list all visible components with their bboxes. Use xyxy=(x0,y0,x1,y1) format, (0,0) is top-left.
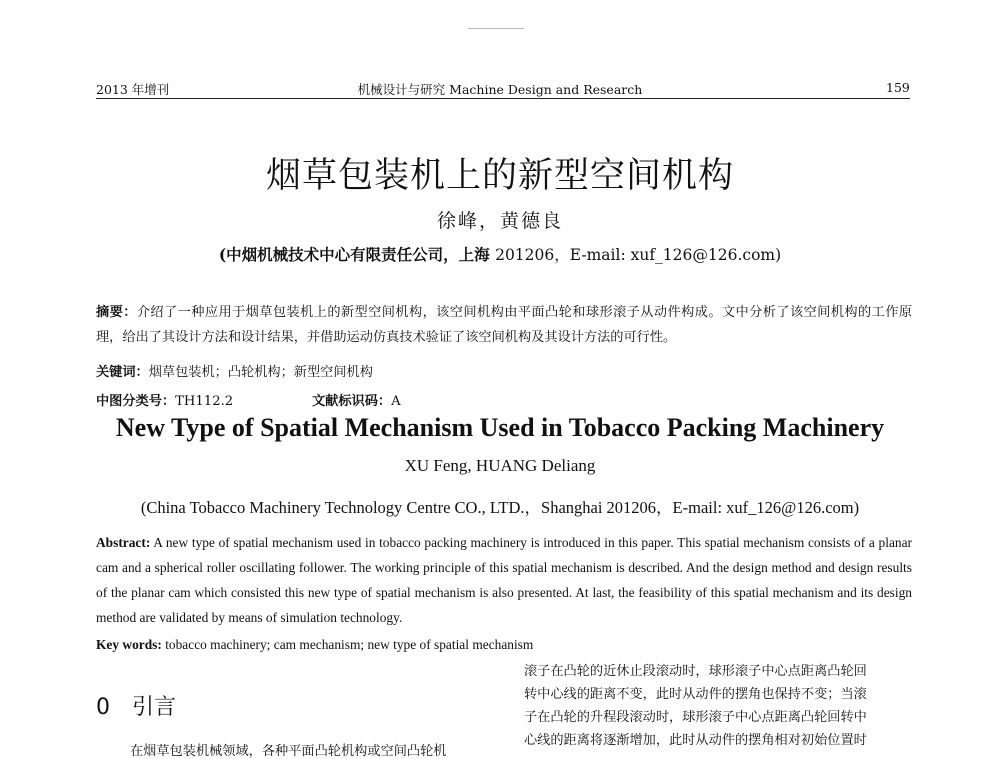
section-title: 引言 xyxy=(132,695,177,720)
cn-authors: 徐峰，黄德良 xyxy=(436,210,563,232)
page-number: 159 xyxy=(886,80,910,95)
section-number: 0 xyxy=(96,695,110,720)
body-left-partial-line: 在烟草包装机械领域，各种平面凸轮机构或空间凸轮机 xyxy=(130,744,447,759)
body-right-line: 转中心线的距离不变，此时从动件的摆角也保持不变；当滚 xyxy=(524,687,867,702)
body-right-line: 滚子在凸轮的近休止段滚动时，球形滚子中心点距离凸轮回 xyxy=(524,664,867,679)
journal-name: 机械设计与研究 Machine Design and Research xyxy=(357,82,643,97)
en-keywords-label: Key words: xyxy=(96,637,162,652)
cn-abstract-text: 介绍了一种应用于烟草包装机上的新型空间机构，该空间机构由平面凸轮和球形滚子从动件构成。文中分析了该空间机构的工作原理，给出了其设计方法和设计结果，并借助运动仿真技术验证了该空间机构及其设计方法的可行性。 xyxy=(96,305,913,345)
en-keywords xyxy=(96,637,533,653)
en-title: New Type of Spatial Mechanism Used in Tobacco Packing Machinery xyxy=(115,413,885,442)
cn-affiliation-prefix: (中烟机械技术中心有限责任公司，上海 xyxy=(218,245,496,264)
section-heading xyxy=(96,690,176,721)
cn-title: 烟草包装机上的新型空间机构 xyxy=(265,156,734,196)
cn-class-label: 中图分类号： xyxy=(96,394,176,409)
cn-docid xyxy=(312,390,401,409)
body-right-line: 子在凸轮的升程段滚动时，球形滚子中心点距离凸轮回转中 xyxy=(524,710,867,725)
en-authors: XU Feng, HUANG Deliang xyxy=(404,456,596,475)
cn-abstract xyxy=(96,300,912,350)
journal-issue: 2013 年增刊 xyxy=(96,82,170,97)
en-abstract-label: Abstract: xyxy=(96,535,151,550)
cn-affiliation xyxy=(0,243,1000,265)
cn-docid-label: 文献标识码： xyxy=(312,394,392,409)
body-right-column xyxy=(524,660,912,752)
cn-affiliation-code: 201206，E-mail: xuf_126@126.com) xyxy=(495,246,782,264)
body-right-line: 心线的距离将逐渐增加，此时从动件的摆角相对初始位置时 xyxy=(524,733,867,748)
en-abstract-text: A new type of spatial mechanism used in tobacco packing machinery is introduced in this paper. This spatial mechanism consists of a planar cam and a spherical roller oscillating follower. The working principle of this spatial mechanism is described. And the design method and design results of the planar cam which consisted this new type of spatial mechanism is also presented. At last, the feasibility of this spatial mechanism and its design method are validated by means of simulation technology. xyxy=(96,535,912,625)
cn-keywords-label: 关键词： xyxy=(96,365,149,380)
cn-abstract-label: 摘要： xyxy=(96,305,137,320)
cn-keywords-text: 烟草包装机；凸轮机构；新型空间机构 xyxy=(148,365,373,380)
scan-top-mark xyxy=(468,28,524,29)
en-keywords-text: tobacco machinery; cam mechanism; new type of spatial mechanism xyxy=(161,637,534,652)
header-rule xyxy=(96,98,910,99)
cn-keywords xyxy=(96,361,373,380)
cn-docid-value: A xyxy=(391,394,401,409)
cn-class-value: TH112.2 xyxy=(175,394,234,409)
en-abstract xyxy=(96,530,912,630)
en-affiliation: (China Tobacco Machinery Technology Centre CO., LTD.，Shanghai 201206，E-mail: xuf_126@126.com) xyxy=(140,498,860,517)
cn-classification xyxy=(96,390,401,409)
